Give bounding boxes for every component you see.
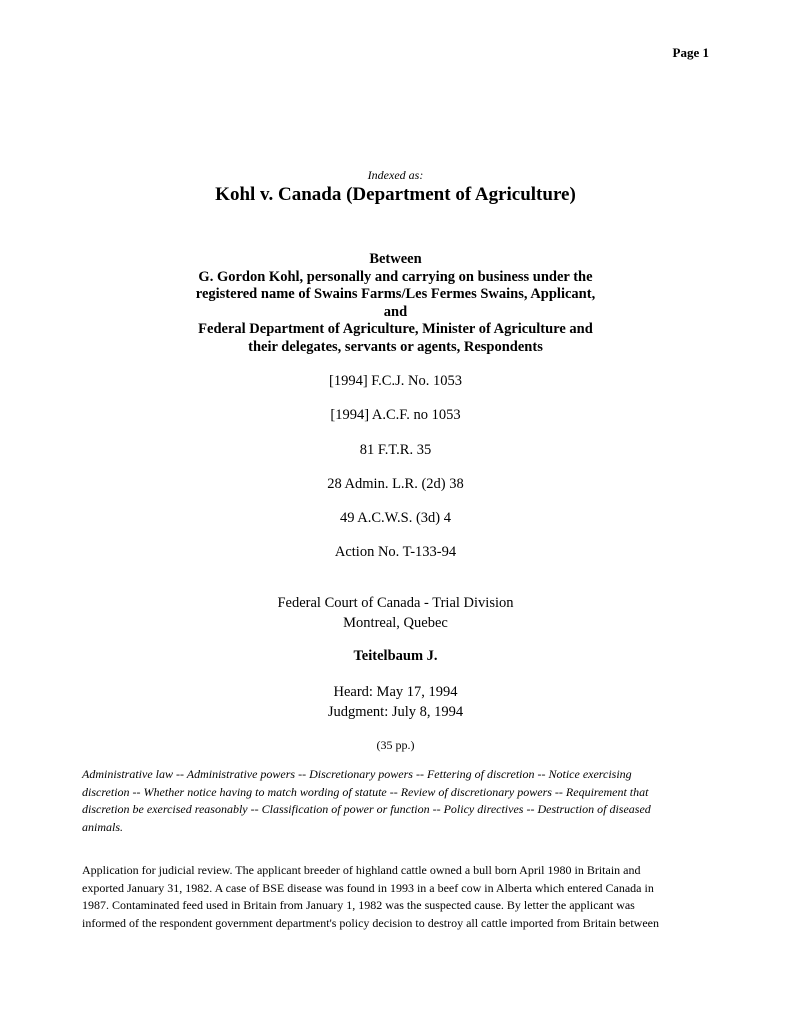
heard-date: Heard: May 17, 1994: [333, 684, 458, 700]
catchwords-line: animals.: [82, 819, 124, 834]
court-name: Federal Court of Canada - Trial Division: [277, 595, 514, 611]
summary-paragraph: [82, 862, 722, 932]
citation: 49 A.C.W.S. (3d) 4: [339, 510, 452, 527]
court-location: Montreal, Quebec: [343, 614, 448, 631]
page-number: Page 1: [672, 45, 709, 60]
judgment-date: Judgment: July 8, 1994: [327, 703, 464, 720]
catchwords-line: discretion be exercised reasonably -- Classification of power or function -- Policy directives -- Destruction of diseased: [82, 802, 651, 816]
court-block: [0, 594, 791, 633]
catchwords-paragraph: [82, 766, 717, 836]
summary-line: informed of the respondent government department's policy decision to destroy all cattle imported from Britain between: [82, 915, 659, 930]
between-label: Between: [369, 251, 422, 267]
citation: [1994] F.C.J. No. 1053: [329, 373, 462, 389]
and-label: and: [383, 303, 408, 320]
catchwords-line: discretion -- Whether notice having to match wording of statute -- Review of discretionary powers -- Requirement that: [82, 784, 649, 799]
indexed-as-label: Indexed as:: [367, 168, 424, 182]
citation: 28 Admin. L.R. (2d) 38: [327, 475, 464, 492]
applicant-line-2: registered name of Swains Farms/Les Fermes Swains, Applicant,: [195, 286, 596, 303]
summary-line: Application for judicial review. The applicant breeder of highland cattle owned a bull born April 1980 in Britain and: [82, 863, 641, 877]
catchwords-line: Administrative law -- Administrative powers -- Discretionary powers -- Fettering of discretion -- Notice exercising: [82, 767, 632, 781]
citation: Action No. T-133-94: [334, 544, 457, 561]
parties-block: [0, 251, 791, 357]
respondent-line-1: Federal Department of Agriculture, Minister of Agriculture and: [198, 321, 593, 338]
citation: 81 F.T.R. 35: [359, 441, 432, 458]
summary-line: 1987. Contaminated feed used in Britain from January 1, 1982 was the suspected cause. By letter the applicant was: [82, 898, 635, 912]
page-count: (35 pp.): [376, 738, 415, 752]
respondent-line-2: their delegates, servants or agents, Respondents: [248, 338, 543, 355]
citations-block: [0, 372, 791, 578]
summary-line: exported January 31, 1982. A case of BSE disease was found in 1993 in a beef cow in Alberta which entered Canada in: [82, 880, 654, 895]
judge-name: Teitelbaum J.: [353, 648, 438, 664]
dates-block: [0, 683, 791, 722]
citation: [1994] A.C.F. no 1053: [330, 407, 461, 424]
case-title: Kohl v. Canada (Department of Agriculture): [215, 184, 576, 205]
applicant-line-1: G. Gordon Kohl, personally and carrying on business under the: [198, 268, 593, 285]
